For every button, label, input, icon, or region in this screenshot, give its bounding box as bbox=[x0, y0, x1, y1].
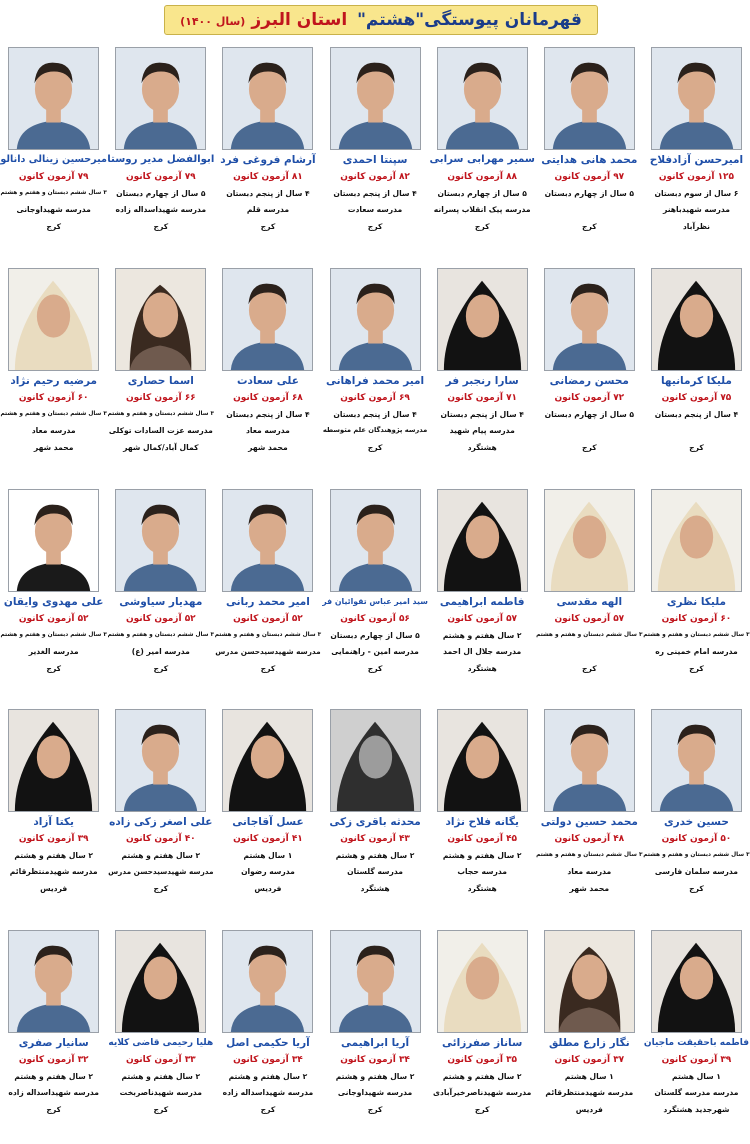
student-card bbox=[0, 40, 107, 261]
student-card bbox=[0, 482, 107, 703]
student-name: آرشام فروغی فرد bbox=[220, 154, 316, 166]
school-name: مدرسه جلال ال احمد bbox=[443, 646, 522, 656]
student-card bbox=[107, 40, 214, 261]
city-name: فردیس bbox=[40, 884, 68, 894]
city-name: کرج bbox=[367, 1105, 383, 1115]
student-name: آریا حکیمی اصل bbox=[226, 1037, 310, 1050]
city-name: کرج bbox=[689, 442, 704, 452]
grade-history: ۵ سال از چهارم دبستان bbox=[116, 189, 206, 198]
student-photo bbox=[115, 709, 206, 812]
student-card bbox=[643, 482, 750, 703]
grade-history: ۴ سال از پنجم دبستان bbox=[440, 409, 524, 419]
student-photo bbox=[8, 930, 99, 1033]
grade-history: ۴ سال از پنجم دبستان bbox=[226, 189, 310, 198]
student-name: یگانه فلاح نژاد bbox=[445, 816, 519, 829]
city-name: کرج bbox=[367, 222, 383, 231]
student-photo bbox=[437, 268, 528, 371]
school-name: مدرسه قلم bbox=[246, 205, 290, 214]
exam-count: ۸۸ آزمون کانون bbox=[447, 172, 518, 182]
exam-count: ۷۹ آزمون کانون bbox=[18, 172, 89, 182]
city-name: کرج bbox=[46, 1105, 61, 1115]
city-name: هشتگرد bbox=[467, 884, 497, 894]
exam-count: ۶۰ آزمون کانون bbox=[661, 613, 732, 624]
student-name: علی سعادت bbox=[237, 374, 299, 387]
exam-count: ۵۷ آزمون کانون bbox=[447, 613, 518, 624]
school-name: مدرسه پیام شهید bbox=[449, 425, 515, 435]
grade-history: ۵ سال از چهارم دبستان bbox=[544, 189, 634, 198]
city-name: هشتگرد bbox=[467, 663, 497, 673]
student-card bbox=[643, 261, 750, 482]
student-photo bbox=[437, 709, 528, 812]
grade-history: ۲ سال هفتم و هشتم bbox=[335, 1072, 415, 1082]
grade-history: ۳ سال ششم دبستان و هفتم و هشتم bbox=[0, 190, 107, 196]
city-name: کرج bbox=[260, 222, 276, 231]
grade-history: ۴ سال از پنجم دبستان bbox=[654, 409, 739, 419]
school-name: مدرسه شهیدسیدحسن مدرس bbox=[215, 646, 321, 656]
student-name: فاطمه ابراهیمی bbox=[439, 595, 525, 608]
city-name: کرج bbox=[474, 222, 490, 231]
school-name: مدرسه پژوهندگان علم متوسطه bbox=[322, 425, 428, 434]
student-photo bbox=[651, 709, 742, 812]
grade-history: ۲ سال هفتم و هشتم bbox=[121, 851, 201, 861]
grade-history: ۱ سال هشتم bbox=[243, 851, 293, 861]
student-card bbox=[214, 482, 321, 703]
exam-count: ۵۲ آزمون کانون bbox=[233, 613, 303, 624]
school-name: مدرسه امیر (ع) bbox=[131, 646, 190, 656]
city-name: کرج bbox=[367, 442, 383, 452]
student-card bbox=[429, 923, 536, 1144]
student-photo bbox=[651, 489, 742, 592]
student-card bbox=[322, 923, 429, 1144]
grid-row bbox=[0, 40, 750, 261]
exam-count: ۴۸ آزمون کانون bbox=[554, 834, 625, 845]
school-name: مدرسه شهیداسداله زاده bbox=[8, 1088, 100, 1098]
city-name: فردیس bbox=[254, 884, 282, 894]
exam-count: ۶۰ آزمون کانون bbox=[18, 392, 89, 403]
exam-count: ۶۶ آزمون کانون bbox=[125, 392, 196, 403]
school-name: مدرسه سلمان فارسی bbox=[654, 867, 739, 877]
student-name: امیر محمد ربانی bbox=[225, 595, 310, 608]
exam-count: ۱۲۵ آزمون کانون bbox=[658, 172, 735, 182]
student-photo bbox=[544, 268, 635, 371]
city-name: کرج bbox=[260, 1105, 276, 1115]
exam-count: ۴۰ آزمون کانون bbox=[125, 834, 196, 845]
exam-count: ۸۲ آزمون کانون bbox=[340, 172, 410, 182]
exam-count: ۸۱ آزمون کانون bbox=[233, 172, 303, 182]
student-card bbox=[536, 923, 643, 1144]
school-name: مدرسه شهیدمنتظرقائم bbox=[545, 1088, 634, 1098]
student-photo bbox=[437, 930, 528, 1033]
student-photo bbox=[330, 930, 421, 1033]
student-photo bbox=[8, 268, 99, 371]
exam-count: ۵۷ آزمون کانون bbox=[554, 613, 625, 624]
student-photo bbox=[222, 930, 313, 1033]
student-photo bbox=[651, 930, 742, 1033]
city-name: فردیس bbox=[575, 1105, 603, 1115]
student-card bbox=[0, 702, 107, 923]
exam-count: ۷۲ آزمون کانون bbox=[554, 392, 625, 403]
school-name: مدرسه الغدیر bbox=[28, 646, 79, 656]
student-card bbox=[536, 261, 643, 482]
student-card bbox=[536, 40, 643, 261]
school-name: مدرسه شهیداوجانی bbox=[337, 1088, 413, 1098]
student-name: مرضیه رحیم نژاد bbox=[10, 374, 98, 387]
exam-count: ۶۹ آزمون کانون bbox=[340, 392, 410, 403]
student-photo bbox=[115, 930, 206, 1033]
school-name: مدرسه رضوان bbox=[241, 867, 295, 877]
city-name: کرج bbox=[474, 1105, 490, 1115]
student-photo bbox=[330, 709, 421, 812]
school-name: مدرسه شهیدناصربخت bbox=[119, 1088, 202, 1098]
year-label: (سال ۱۴۰۰) bbox=[180, 15, 246, 28]
city-name: محمد شهر bbox=[569, 884, 610, 894]
grade-history: ۲ سال هفتم و هشتم bbox=[335, 851, 415, 861]
exam-count: ۳۳ آزمون کانون bbox=[125, 1055, 196, 1066]
city-name: کرج bbox=[46, 222, 61, 231]
student-photo bbox=[437, 47, 528, 150]
grade-history: ۵ سال از چهارم دبستان bbox=[544, 409, 634, 419]
grid-row bbox=[0, 923, 750, 1144]
city-name: کرج bbox=[582, 222, 597, 231]
city-name: کرج bbox=[153, 1105, 169, 1115]
grade-history: ۴ سال از پنجم دبستان bbox=[333, 189, 417, 198]
city-name: کمال آباد/کمال شهر bbox=[123, 442, 199, 452]
student-name: سید امیر عباس تقوائیان فر bbox=[322, 596, 428, 606]
grade-history: ۳ سال ششم دبستان و هفتم و هشتم bbox=[643, 631, 750, 638]
city-name: کرج bbox=[582, 663, 597, 673]
city-name: کرج bbox=[582, 442, 597, 452]
page-title bbox=[165, 10, 597, 32]
student-name: اسما حصاری bbox=[127, 374, 194, 387]
student-card bbox=[107, 702, 214, 923]
city-name: کرج bbox=[689, 663, 704, 673]
grade-history: ۳ سال ششم دبستان و هفتم و هشتم bbox=[107, 410, 215, 417]
school-name: مدرسه شهیداسداله زاده bbox=[222, 1088, 314, 1098]
city-name: کرج bbox=[260, 663, 276, 673]
student-card bbox=[322, 40, 429, 261]
student-card bbox=[429, 702, 536, 923]
student-name: فاطمه باحقیقت ماجیان bbox=[643, 1038, 749, 1049]
student-name: سپنتا احمدی bbox=[342, 154, 408, 166]
exam-count: ۵۶ آزمون کانون bbox=[340, 613, 410, 624]
student-name: سمیر مهرابی سرابی bbox=[429, 154, 535, 165]
student-card bbox=[536, 482, 643, 703]
exam-count: ۴۱ آزمون کانون bbox=[233, 834, 303, 845]
student-card bbox=[429, 261, 536, 482]
student-name: محمد هانی هدایتی bbox=[541, 154, 638, 166]
student-name: حسین خدری bbox=[663, 816, 729, 829]
city-name: محمد شهر bbox=[248, 442, 288, 452]
exam-count: ۵۲ آزمون کانون bbox=[18, 613, 89, 624]
student-name: ملیکا نظری bbox=[666, 595, 726, 608]
city-name: محمد شهر bbox=[33, 442, 74, 452]
exam-count: ۳۴ آزمون کانون bbox=[233, 1055, 303, 1066]
exam-count: ۷۵ آزمون کانون bbox=[661, 392, 732, 403]
student-name: مهدیار سیاوشی bbox=[119, 595, 203, 608]
student-name: امیرحسن آزادفلاح bbox=[649, 154, 744, 166]
school-name: مدرسه عزت السادات توکلی bbox=[108, 425, 213, 435]
city-name: کرج bbox=[153, 884, 169, 894]
grid-row bbox=[0, 482, 750, 703]
city-name: هشتگرد bbox=[360, 884, 390, 894]
exam-count: ۳۵ آزمون کانون bbox=[447, 1055, 518, 1066]
grid-row bbox=[0, 261, 750, 482]
student-photo bbox=[544, 489, 635, 592]
grade-history: ۲ سال هفتم و هشتم bbox=[228, 1072, 308, 1082]
grade-history: ۲ سال هفتم و هشتم bbox=[442, 630, 522, 640]
student-photo bbox=[222, 47, 313, 150]
student-photo bbox=[330, 268, 421, 371]
student-name: ابوالفضل مدیر روستا bbox=[107, 154, 215, 165]
school-name: مدرسه معاد bbox=[245, 425, 290, 435]
student-card bbox=[643, 923, 750, 1144]
student-photo bbox=[544, 47, 635, 150]
student-name: یکتا آزاد bbox=[33, 816, 74, 829]
school-name: مدرسه حجاب bbox=[457, 867, 507, 877]
student-name: علی مهدوی وایقان bbox=[3, 595, 104, 608]
grade-history: ۳ سال ششم دبستان و هفتم و هشتم bbox=[107, 631, 215, 638]
grade-history: ۴ سال از پنجم دبستان bbox=[333, 409, 417, 419]
student-photo bbox=[544, 930, 635, 1033]
student-name: سانیار صفری bbox=[18, 1037, 89, 1050]
student-photo bbox=[437, 489, 528, 592]
province-name: استان البرز bbox=[251, 10, 348, 30]
grade-history: ۲ سال هفتم و هشتم bbox=[121, 1072, 201, 1082]
school-name: مدرسه شهیدباهنر bbox=[662, 205, 730, 214]
grade-history: ۲ سال هفتم و هشتم bbox=[442, 1072, 522, 1082]
city-name: نظرآباد bbox=[682, 222, 711, 231]
city-name: هشتگرد bbox=[467, 442, 497, 452]
student-card bbox=[322, 482, 429, 703]
student-card bbox=[214, 923, 321, 1144]
city-name: کرج bbox=[367, 663, 383, 673]
student-name: محسن رمضانی bbox=[549, 374, 629, 387]
student-name: علی اصغر زکی زاده bbox=[109, 816, 213, 829]
student-card bbox=[0, 923, 107, 1144]
student-photo bbox=[8, 709, 99, 812]
student-photo bbox=[330, 47, 421, 150]
student-photo bbox=[115, 268, 206, 371]
header-banner bbox=[0, 0, 750, 38]
student-card bbox=[429, 482, 536, 703]
exam-count: ۶۸ آزمون کانون bbox=[233, 392, 303, 403]
grade-history: ۵ سال از چهارم دبستان bbox=[437, 189, 527, 198]
student-card bbox=[107, 261, 214, 482]
student-card bbox=[107, 482, 214, 703]
school-name: مدرسه معاد bbox=[567, 867, 612, 877]
student-photo bbox=[115, 47, 206, 150]
student-name: سارا رنجبر فر bbox=[445, 374, 519, 387]
student-name: هلیا رحیمی قاضی کلایه bbox=[108, 1038, 214, 1049]
student-card bbox=[214, 261, 321, 482]
grade-history: ۲ سال هفتم و هشتم bbox=[14, 1072, 94, 1082]
exam-count: ۳۲ آزمون کانون bbox=[18, 1055, 89, 1066]
grade-history: ۳ سال ششم دبستان و هفتم و هشتم bbox=[214, 631, 322, 638]
student-card bbox=[536, 702, 643, 923]
student-photo bbox=[222, 709, 313, 812]
city-name: شهرجدید هشتگرد bbox=[663, 1105, 730, 1115]
school-name: مدرسه مدرسه گلستان bbox=[654, 1088, 739, 1098]
school-name: مدرسه معاد bbox=[31, 425, 76, 435]
student-name: ملیکا کرمانیها bbox=[660, 374, 732, 387]
student-card bbox=[643, 702, 750, 923]
grade-history: ۳ سال ششم دبستان و هفتم و هشتم bbox=[0, 410, 107, 417]
student-card bbox=[107, 923, 214, 1144]
title-box bbox=[164, 5, 598, 35]
student-card bbox=[429, 40, 536, 261]
grade-history: ۳ سال ششم دبستان و هفتم و هشتم bbox=[643, 852, 750, 859]
grade-history: ۴ سال از پنجم دبستان bbox=[226, 409, 310, 419]
exam-count: ۴۳ آزمون کانون bbox=[340, 834, 410, 845]
student-photo bbox=[651, 47, 742, 150]
student-name: محدثه باقری زکی bbox=[329, 816, 421, 829]
student-name: ساناز صفرزائی bbox=[442, 1037, 523, 1050]
grid-row bbox=[0, 702, 750, 923]
student-name: الهه مقدسی bbox=[556, 595, 623, 608]
student-card bbox=[214, 702, 321, 923]
grade-history: ۱ سال هشتم bbox=[564, 1072, 614, 1082]
exam-count: ۷۹ آزمون کانون bbox=[125, 172, 196, 182]
city-name: کرج bbox=[689, 884, 704, 894]
school-name: مدرسه امام خمینی ره bbox=[655, 646, 738, 656]
student-name: عسل آقاجانی bbox=[232, 816, 304, 829]
students-grid bbox=[0, 40, 750, 1144]
student-name: نگار زارع مطلق bbox=[548, 1037, 630, 1050]
exam-count: ۵۲ آزمون کانون bbox=[125, 613, 196, 624]
student-card bbox=[0, 261, 107, 482]
student-photo bbox=[222, 489, 313, 592]
exam-count: ۳۹ آزمون کانون bbox=[661, 1055, 732, 1066]
grade-history: ۳ سال ششم دبستان و هفتم و هشتم bbox=[536, 631, 643, 638]
school-name: مدرسه شهیدناصرخیرآبادی bbox=[433, 1088, 532, 1098]
grade-history: ۳ سال ششم دبستان و هفتم و هشتم bbox=[536, 852, 643, 859]
student-name: محمد حسین دولتی bbox=[540, 816, 638, 829]
city-name: کرج bbox=[153, 663, 169, 673]
student-name: امیر محمد فراهانی bbox=[325, 374, 425, 387]
student-card bbox=[322, 261, 429, 482]
grade-history: ۱ سال هشتم bbox=[671, 1072, 721, 1082]
school-name: مدرسه شهیدسیدحسن مدرس bbox=[108, 867, 214, 877]
exam-count: ۳۷ آزمون کانون bbox=[554, 1055, 625, 1066]
grade-history: ۶ سال از سوم دبستان bbox=[654, 189, 739, 198]
school-name: مدرسه شهیداسداله زاده bbox=[115, 205, 207, 214]
school-name: مدرسه شهیدمنتظرقائم bbox=[9, 867, 98, 877]
grade-history: ۳ سال ششم دبستان و هفتم و هشتم bbox=[0, 631, 107, 638]
school-name: مدرسه امین - راهنمایی bbox=[331, 646, 419, 656]
student-card bbox=[322, 702, 429, 923]
title-main: قهرمانان پیوستگی"هشتم" bbox=[357, 10, 582, 30]
city-name: کرج bbox=[46, 663, 61, 673]
student-photo bbox=[8, 47, 99, 150]
school-name: مدرسه شهیداوجانی bbox=[16, 205, 91, 214]
exam-count: ۳۹ آزمون کانون bbox=[18, 834, 89, 845]
student-photo bbox=[544, 709, 635, 812]
student-photo bbox=[222, 268, 313, 371]
city-name: کرج bbox=[153, 222, 169, 231]
school-name: مدرسه گلستان bbox=[347, 867, 403, 877]
exam-count: ۷۱ آزمون کانون bbox=[447, 392, 518, 403]
student-photo bbox=[330, 489, 421, 592]
student-name: آریا ابراهیمی bbox=[341, 1037, 410, 1050]
student-card bbox=[214, 40, 321, 261]
exam-count: ۳۴ آزمون کانون bbox=[340, 1055, 410, 1066]
student-photo bbox=[8, 489, 99, 592]
grade-history: ۲ سال هفتم و هشتم bbox=[442, 851, 522, 861]
grade-history: ۵ سال از چهارم دبستان bbox=[330, 630, 420, 640]
exam-count: ۹۷ آزمون کانون bbox=[554, 172, 625, 182]
school-name: مدرسه پیک انقلاب پسرانه bbox=[433, 205, 531, 214]
school-name: مدرسه سعادت bbox=[347, 205, 403, 214]
exam-count: ۵۰ آزمون کانون bbox=[661, 834, 732, 845]
student-name: میرحسین زینالی دانالو bbox=[0, 154, 107, 165]
student-photo bbox=[115, 489, 206, 592]
student-card bbox=[643, 40, 750, 261]
grade-history: ۲ سال هفتم و هشتم bbox=[14, 851, 94, 861]
exam-count: ۴۵ آزمون کانون bbox=[447, 834, 518, 845]
student-photo bbox=[651, 268, 742, 371]
